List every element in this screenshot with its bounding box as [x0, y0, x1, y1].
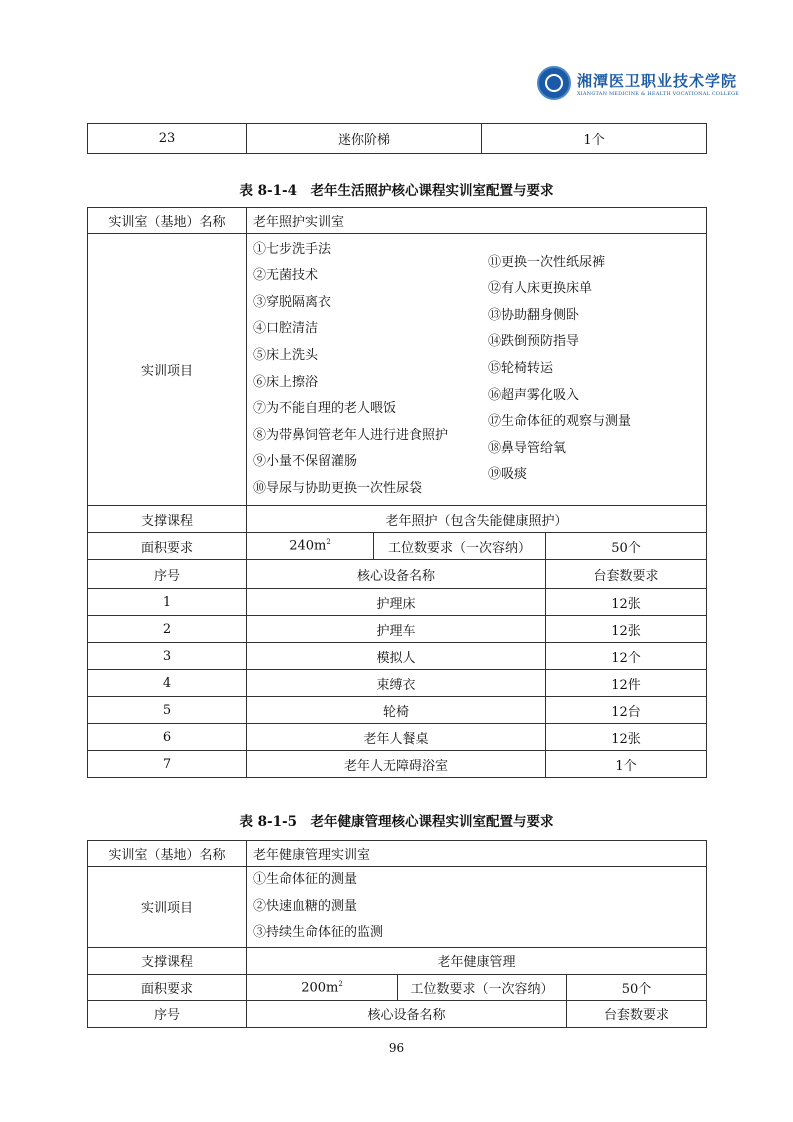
cell: 4: [88, 670, 247, 697]
training-item: ⑥床上擦浴: [253, 374, 319, 390]
training-item: ⑧为带鼻饲管老年人进行进食照护: [253, 427, 449, 443]
table5: [87, 840, 707, 1028]
cell: 老年人无障碍浴室: [247, 751, 546, 778]
cell: 轮椅: [247, 697, 546, 724]
area-sup: 2: [338, 979, 343, 988]
station-value: 50个: [546, 533, 707, 560]
table-row: [88, 670, 707, 697]
station-label: 工位数要求（一次容纳）: [374, 533, 546, 560]
name-label: 实训室（基地）名称: [88, 841, 247, 867]
area-label: 面积要求: [88, 974, 247, 1000]
cell: 护理车: [247, 616, 546, 643]
training-item: ①生命体征的测量: [253, 872, 358, 887]
training-item: ⑯超声雾化吸入: [488, 387, 580, 403]
name-value: 老年照护实训室: [247, 208, 707, 234]
training-item: ⑲吸痰: [488, 467, 528, 483]
table4-caption: 表 8-1-4 老年生活照护核心课程实训室配置与要求: [239, 183, 554, 199]
station-label: 工位数要求（一次容纳）: [398, 974, 567, 1000]
course-value: 老年照护（包含失能健康照护）: [247, 506, 707, 533]
college-seal-icon: [537, 66, 571, 100]
cell: 12件: [546, 670, 707, 697]
name-value: 老年健康管理实训室: [247, 841, 707, 867]
training-item: ①七步洗手法: [253, 241, 332, 257]
training-item: ⑮轮椅转运: [488, 360, 554, 376]
table-row: [88, 697, 707, 724]
training-item: ⑪更换一次性纸尿裤: [488, 254, 606, 270]
header-quantity: 台套数要求: [567, 1000, 707, 1027]
items-cell: [247, 234, 707, 506]
table4: [87, 207, 707, 778]
training-item: ⑰生命体征的观察与测量: [488, 414, 632, 430]
course-label: 支撑课程: [88, 947, 247, 974]
cell: 12张: [546, 589, 707, 616]
cell: 12台: [546, 697, 707, 724]
items-cell: [247, 867, 707, 948]
course-value: 老年健康管理: [247, 947, 707, 974]
items-label: 实训项目: [88, 867, 247, 948]
training-item: ②快速血糖的测量: [253, 898, 358, 914]
training-item: ⑫有人床更换床单: [488, 281, 593, 297]
cell: 1个: [482, 124, 707, 154]
course-label: 支撑课程: [88, 506, 247, 533]
cell: 模拟人: [247, 643, 546, 670]
area-text: 200m: [301, 979, 339, 995]
logo-name-en: XIANGTAN MEDICINE & HEALTH VOCATIONAL COLLEGE: [577, 90, 740, 97]
items-right-list: [488, 237, 631, 503]
header-quantity: 台套数要求: [546, 560, 707, 589]
cell: 12个: [546, 643, 707, 670]
cell: 6: [88, 724, 247, 751]
table-row: [88, 751, 707, 778]
header-no: 序号: [88, 1000, 247, 1027]
table-row: [88, 124, 707, 154]
items-list: [253, 867, 488, 947]
table-row: [88, 724, 707, 751]
cell: 5: [88, 697, 247, 724]
cell: 23: [88, 124, 247, 154]
training-item: ⑬协助翻身侧卧: [488, 307, 580, 323]
training-item: ⑤床上洗头: [253, 347, 319, 363]
cell: 迷你阶梯: [247, 124, 482, 154]
training-item: ⑱鼻导管给氧: [488, 440, 567, 456]
cell: 1: [88, 589, 247, 616]
area-label: 面积要求: [88, 533, 247, 560]
training-item: ⑦为不能自理的老人喂饭: [253, 401, 397, 417]
header-equipment: 核心设备名称: [247, 560, 546, 589]
header-no: 序号: [88, 560, 247, 589]
items-label: 实训项目: [88, 234, 247, 506]
header-equipment: 核心设备名称: [247, 1000, 567, 1027]
cell: 3: [88, 643, 247, 670]
area-value: [247, 533, 374, 560]
cell: 1个: [546, 751, 707, 778]
training-item: ⑭跌倒预防指导: [488, 334, 580, 350]
cell: 7: [88, 751, 247, 778]
training-item: ③穿脱隔离衣: [253, 294, 332, 310]
training-item: ⑩导尿与协助更换一次性尿袋: [253, 480, 423, 496]
table-row: [88, 589, 707, 616]
cell: 束缚衣: [247, 670, 546, 697]
training-item: ②无菌技术: [253, 268, 319, 284]
training-item: ④口腔清洁: [253, 321, 319, 337]
training-item: ③持续生命体征的监测: [253, 925, 384, 941]
table-row: [88, 643, 707, 670]
area-value: [247, 974, 398, 1000]
college-logo: [537, 66, 739, 100]
cell: 12张: [546, 616, 707, 643]
training-item: ⑨小量不保留灌肠: [253, 454, 358, 470]
cell: 12张: [546, 724, 707, 751]
page-number: 96: [388, 1041, 405, 1055]
station-value: 50个: [567, 974, 707, 1000]
table5-caption: 表 8-1-5 老年健康管理核心课程实训室配置与要求: [239, 814, 554, 830]
logo-name-cn: 湘潭医卫职业技术学院: [577, 71, 738, 90]
cell: 护理床: [247, 589, 546, 616]
previous-table-tail: [87, 123, 707, 154]
cell: 2: [88, 616, 247, 643]
name-label: 实训室（基地）名称: [88, 208, 247, 234]
cell: 老年人餐桌: [247, 724, 546, 751]
items-left-list: [253, 237, 488, 503]
area-text: 240m: [289, 538, 327, 554]
table-row: [88, 616, 707, 643]
area-sup: 2: [326, 538, 331, 547]
